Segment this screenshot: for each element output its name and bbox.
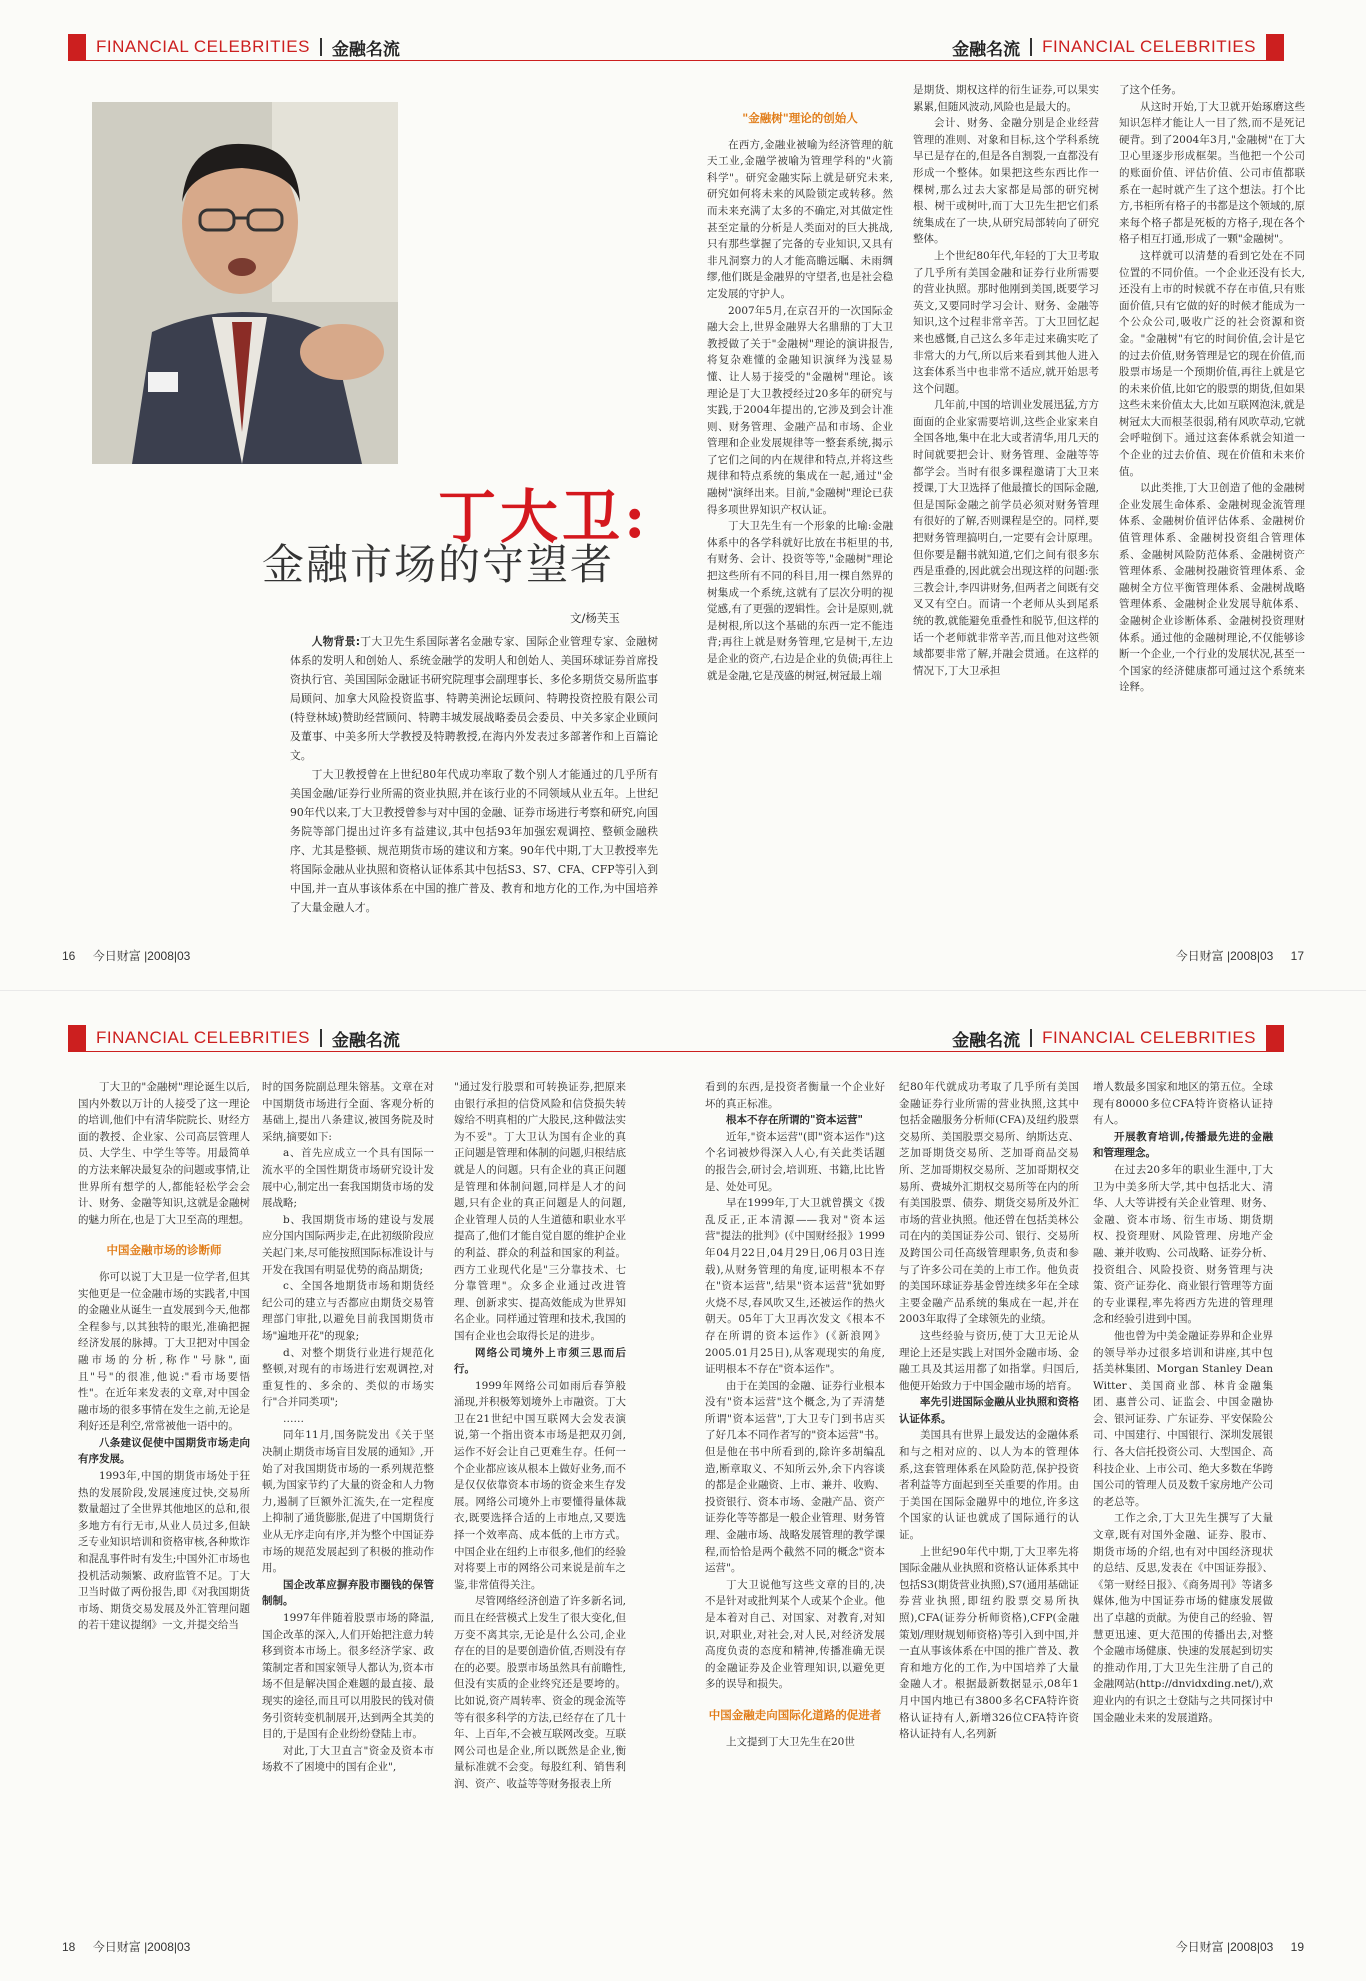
issue-number: |2008|03 [144, 949, 191, 963]
paragraph: 这样就可以清楚的看到它处在不同位置的不同价值。一个企业还没有长大,还没有上市的时候就不存在市值,只有账面价值,只有它做的好的时候才能成为一个公众公司,吸收广泛的社会资源和资金。"金融树"有它的时间价值,会计是它的过去价值,财务管理是它的现在价值,而股票市场是一个预期价值,再往上就是它的未来价值,比如它的股票的期货,但如果这些未来价值太大,比如互联网泡沫,就是树冠太大而根茎很弱,稍有风吹草动,它就会呼啦倒下。通过这套体系就会知道一个企业的过去价值、现在价值和未来价值。 [1119, 249, 1305, 478]
paragraph: 1997年伴随着股票市场的降温,国企改革的深入,人们开始把注意力转移到资本市场上。很多经济学家、政策制定者和国家领导人都认为,资本市场不但是解决国企难题的最直接、最现实的途径,而且可以用股民的钱对债务引资转变机制展开,达到两全其美的目的,于是国有企业纷纷登陆上市。 [262, 1612, 434, 1741]
header-divider [320, 1029, 322, 1047]
page-number: 19 [1290, 1940, 1304, 1954]
paragraph: 在过去20多年的职业生涯中,丁大卫为中美多所大学,其中包括北大、清华、人大等讲授有关企业管理、财务、金融、资本市场、衍生市场、期货期权、投资理财、风险管理、房地产金融、兼并收购、公司战略、证券分析、投资组合、风险投资、财务管理与决策、资产证券化、商业银行管理等方面的专业课程,率先将西方先进的管理理念和经验引进到中国。 [1093, 1163, 1273, 1326]
page-number: 17 [1290, 949, 1304, 963]
title-name: 丁大卫: [438, 483, 650, 551]
header-divider [320, 38, 322, 56]
subheading: 网络公司境外上市须三思而后行。 [454, 1346, 626, 1376]
subheading: 开展教育培训,传播最先进的金融和管理理念。 [1093, 1130, 1273, 1160]
paragraph: 你可以说丁大卫是一位学者,但其实他更是一位金融市场的实践者,中国的金融业从诞生一直发展到今天,他都全程参与,以其独特的眼光,准确把握经济发展的脉搏。丁大卫把对中国金融市场的分析,称作"号脉",面且"号"的很准,他说:"看市场要悟性"。在近年来发表的文章,对中国金融市场的很多事情在发生之前,无论是利好还是利空,常常被他一语中的。 [78, 1270, 250, 1433]
paragraph: 1993年,中国的期货市场处于狂热的发展阶段,发展速度过快,交易所数量超过了全世界其他地区的总和,很多地方有行无市,从业人员过多,但缺乏专业知识培训和资格审核,各种欺诈和混乱事件时有发生;中国外汇市场也投机活动频繁、政府监管不足。丁大卫当时做了两份报告,即《对我国期货市场、期货交易发展及外汇管理问题的若干建议提纲》一文,并提交给当 [78, 1470, 250, 1632]
header-cn: 金融名流 [952, 39, 1021, 60]
column-1 [705, 1079, 885, 1939]
paragraph: 看到的东西,是投资者衡量一个企业好坏的真正标准。 [705, 1081, 885, 1110]
portrait-photo [92, 102, 398, 464]
issue-number: |2008|03 [144, 1940, 191, 1954]
column-3 [454, 1079, 626, 1939]
issue-number: |2008|03 [1227, 1940, 1274, 1954]
paragraph: 工作之余,丁大卫先生撰写了大量文章,既有对国外金融、证券、股市、期货市场的介绍,也有对中国经济现状的总结、反思,发表在《中国证券报》、《第一财经日报》、《商务周刊》等诸多媒体,他为中国证券市场的健康发展做出了卓越的贡献。为使自己的经验、智慧更迅速、更大范围的传播出去,对整个金融市场健康、快速的发展起到切实的推动作用,丁大卫先生注册了自己的金融网站(http://dnvidxding.net/),欢迎业内的有识之士登陆与之共同探讨中国金融业未来的发展道路。 [1093, 1512, 1273, 1724]
paragraph: 从这时开始,丁大卫就开始琢磨这些知识怎样才能让人一目了然,而不是死记硬背。到了2004年3月,"金融树"在丁大卫心里逐步形成框架。当他把一个公司的账面价值、评估价值、公司市值都联系在一起时就产生了这个想法。打个比方,书柜所有格子的书都是这个领域的,原来每个格子都是死板的方格子,现在各个格子相互打通,形成了一颗"金融树"。 [1119, 100, 1305, 246]
issue-number: |2008|03 [1227, 949, 1274, 963]
paragraph: 了这个任务。 [1119, 84, 1182, 96]
paragraph: d、对整个期货行业进行规范化整顿,对现有的市场进行宏观调控,对重复性的、多余的、类似的市场实行"合并同类项"; [262, 1346, 434, 1409]
page-footer [48, 1938, 190, 1955]
header-en: FINANCIAL CELEBRITIES [96, 37, 310, 56]
page-19 [683, 991, 1366, 1981]
title-main: 金融市场的守望者 [262, 540, 615, 589]
header-divider [1030, 38, 1032, 56]
page-18 [0, 991, 683, 1981]
paragraph: 由于在美国的金融、证券行业根本没有"资本运营"这个概念,为了弄清楚所谓"资本运营",丁大卫专门到书店买了好几本不同作者写的"资本运营"书。但是他在书中所看到的,除许多胡编乱造,断章取义、不知所云外,余下内容谈的都是企业融资、上市、兼并、收购、投资银行、资本市场、金融产品、资产证券化等等都是一般企业管理、财务管理、金融市场、战略发展管理的教学课程,而恰恰是两个截然不同的概念"资本运营"。 [705, 1379, 885, 1575]
section-heading: 中国金融走向国际化道路的促进者 [708, 1707, 882, 1722]
magazine-name: 今日财富 [92, 1940, 141, 1954]
column-1 [707, 96, 893, 946]
header-divider [1030, 1029, 1032, 1047]
bg-label: 人物背景: [311, 635, 361, 648]
paragraph: 他也曾为中美金融证券界和企业界的领导举办过很多培训和讲座,其中包括美林集团、Morgan Stanley Dean Witter、美国商业部、林肯金融集团、惠普公司、证监会、中国金融协会、银河证券、广东证券、平安保险公司、中国建行、中国银行、深圳发展银行、各大信托投资公司、大型国企、高科技企业、上市公司、绝大多数在华跨国公司的管理人员及数千家房地产公司的老总等。 [1093, 1329, 1273, 1508]
section-heading: 中国金融市场的诊断师 [106, 1243, 222, 1258]
paragraph: 丁大卫说他写这些文章的目的,决不是针对或批判某个人或某个企业。他是本着对自己、对国家、对教育,对知识,对职业,对社会,对人民,对经济发展高度负责的态度和精神,传播准确无误的金融证券及企业管理知识,以避免更多的误导和损失。 [705, 1578, 885, 1691]
author-byline: 文/杨芙玉 [570, 611, 620, 625]
header-en: FINANCIAL CELEBRITIES [1042, 1028, 1256, 1047]
subheading: 率先引进国际金融从业执照和资格认证体系。 [899, 1396, 1079, 1425]
paragraph: 2007年5月,在京召开的一次国际金融大会上,世界金融界大名鼎鼎的丁大卫教授做了关于"金融树"理论的演讲报告,将复杂难懂的金融知识演绎为浅显易懂、让人易于接受的"金融树"理论。该理论是丁大卫教授经过20多年的研究与实践,于2004年提出的,它涉及到会计准则、财务管理、金融产品和市场、企业管理和企业发展规律等一整套系统,揭示了它们之间的内在规律和特点,并将这些规律和特点系统的集成在一起,通过"金融树"演绎出来。目前,"金融树"理论已获得多项世界知识产权认证。 [707, 304, 893, 516]
paragraph: 上世纪90年代中期,丁大卫率先将国际金融从业执照和资格认证体系其中包括S3(期货营业执照),S7(通用基础证券营业执照,即纽约股票交易所执照),CFA(证券分析师资格),CFP(金融策划/理财规划师资格)等引入到中国,并一直从事该体系在中国的推广普及、教育和地方化的工作,为中国培养了大量金融人才。根据最新数据显示,08年1月中国内地已有3800多名CFA特许资格认证持有人,新增326位CFA特许资格认证持有人,名列新 [899, 1545, 1079, 1741]
paragraph: 几年前,中国的培训业发展迅猛,方方面面的企业家需要培训,这些企业家来自全国各地,集中在北大或者清华,用几天的时间就要把会计、财务管理、金融等等都学会。当时有很多课程邀请丁大卫来授课,丁大卫选择了他最擅长的国际金融,但是国际金融之前学员必须对财务管理有很好的了解,否则课程是空的。同样,要把财务管理搞明白,一定要有会计原理。但你要是翻书就知道,它们之间有很多东西是重叠的,因此就会出现这样的问题:张三教会计,李四讲财务,但两者之间既有交叉又有空白。而请一个老师从头到尾系统的教,就能避免重叠性和脱节,但这样的话一个老师就非常辛苦,而且他对这些领域都要非常了解,并融会贯通。在这样的情况下,丁大卫承担 [913, 399, 1099, 677]
page-header [68, 1025, 683, 1052]
header-en: FINANCIAL CELEBRITIES [1042, 37, 1256, 56]
paragraph: 丁大卫先生有一个形象的比喻:金融体系中的各学科就好比放在书柜里的书,有财务、会计、投资等等,"金融树"理论把这些所有不同的科目,用一棵自然界的树集成一个系统,这就有了层次分明的视觉感,有了更强的逻辑性。会计是原则,就是树根,所以这个基础的东西一定不能违背;再往上就是财务管理,它是树干,左边是企业的资产,右边是企业的负债;再往上就是金融,它是茂盛的树冠,树冠最上端 [707, 520, 893, 682]
paragraph: …… [283, 1412, 304, 1425]
intro-para-1 [290, 632, 658, 765]
paragraph: 纪80年代就成功考取了几乎所有美国金融证券行业所需的营业执照,这其中包括金融服务分析师(CFA)及纽约股票交易所、美国股票交易所、纳斯达克、芝加哥期货交易所、芝加哥商品交易所、芝加哥期权交易所、芝加哥期权交易所、费城外汇期权交易所等在内的所有美国股票、债券、期货交易所及外汇市场的营业执照。他还曾在包括美林公司在内的美国证券公司、银行、交易所及跨国公司任高级管理职务,负责和参与了许多公司在美的上市工作。他负责的美国环球证券基金曾连续多年在全球主要金融产品系统的集成在一起,并在2003年取得了全球领先的业绩。 [899, 1081, 1079, 1326]
paragraph: b、我国期货市场的建设与发展应分国内国际两步走,在此初级阶段应关起门来,尽可能按照国际标准设计与开发在我国有明显优势的商品期货; [262, 1213, 434, 1276]
paragraph: 上文提到丁大卫先生在20世 [726, 1735, 855, 1748]
column-1 [78, 1079, 250, 1939]
page-number: 18 [62, 1940, 76, 1954]
paragraph: a、首先应成立一个具有国际一流水平的全国性期货市场研究设计发展中心,制定出一套我国期货市场的发展战略; [262, 1147, 434, 1210]
paragraph: 丁大卫的"金融树"理论诞生以后,国内外数以万计的人接受了这一理论的培训,他们中有清华院院长、财经方面的教授、企业家、公司高层管理人员、大学生、中学生等等。用最简单的方法来解决最复杂的问题或事情,让世界所有想学的人,都能轻松学会会计、财务、金融等知识,这就是金融树的魅力所在,也是丁大卫至高的理想。 [78, 1081, 250, 1226]
column-2 [899, 1079, 1079, 1939]
intro-para-2: 丁大卫教授曾在上世纪80年代成功率取了数个别人才能通过的几乎所有美国金融/证券行业所需的资业执照,并在该行业的不同领域从业五年。上世纪90年代以来,丁大卫教授曾参与对中国的金融、证券市场进行考察和研究,向国务院等部门提出过许多有益建议,其中包括93年加强宏观调控、整顿金融秩序、尤其是整顿、规范期货市场的建议和方案。90年代中期,丁大卫教授率先将国际金融从业执照和资格认证体系其中包括S3、S7、CFA、CFP等引入到中国,并一直从事该体系在中国的推广普及、教育和地方化的工作,为中国培养了大量金融人才。 [290, 768, 658, 914]
subheading: 根本不存在所谓的"资本运营" [726, 1114, 863, 1127]
header-en: FINANCIAL CELEBRITIES [96, 1028, 310, 1047]
page-16 [0, 0, 683, 990]
magazine-name: 今日财富 [92, 949, 141, 963]
paragraph: 以此类推,丁大卫创造了他的金融树企业发展生命体系、金融树现金流管理体系、金融树价值评估体系、金融树价值管理体系、金融树投资组合管理体系、金融树风险防范体系、金融树资产管理体系、金融树投融资管理体系、金融树全方位平衡管理体系、金融树战略管理体系、金融树企业发展导航体系、金融树企业诊断体系、金融树投资理财体系。通过他的金融树理论,不仅能够诊断一个企业,一个行业的发展状况,甚至一个国家的经济健康都可通过这个系统来诠释。 [1119, 482, 1305, 694]
page-footer [48, 947, 190, 964]
paragraph: 美国具有世界上最发达的金融体系和与之相对应的、以人为本的管理体系,这套管理体系在风险防范,保护投资者利益等方面起到至关重要的作用。由于美国在国际金融界中的地位,许多这个国家的认证也就成了国际通行的认证。 [899, 1429, 1079, 1542]
magazine-name: 今日财富 [1175, 949, 1224, 963]
page-header [68, 34, 683, 61]
page-footer [1176, 947, 1318, 964]
column-2 [913, 82, 1099, 946]
paragraph: 这些经验与资历,使丁大卫无论从理论上还是实践上对国外金融市场、金融工具及其运用都了如指掌。归国后,他便开始致力于中国金融市场的培育。 [899, 1329, 1079, 1392]
subheading: 国企改革应摒弃股市圈钱的保管制制。 [262, 1578, 434, 1608]
header-cn: 金融名流 [952, 1030, 1021, 1051]
paragraph: 是期货、期权这样的衍生证券,可以果实累累,但随风波动,风险也是最大的。 [913, 84, 1099, 113]
page-header [683, 34, 1284, 61]
page-17 [683, 0, 1366, 990]
paragraph: 早在1999年,丁大卫就曾撰文《拨乱反正,正本清源——我对"资本运营"提法的批判》(《中国财经报》1999年04月22日,04月29日,06月03日连载),从财务管理的角度,证明根本不存在"资本运营",结果"资本运营"犹如野火烧不尽,春风吹又生,还被运作的热火朝天。05年丁大卫再次发文《根本不存在所谓的资本运作》(《新浪网》2005.01月25日),从客观现实的角度,证明根本不存在"资本运作"。 [705, 1197, 885, 1376]
bg-text-1: 丁大卫先生系国际著名金融专家、国际企业管理专家、金融树体系的发明人和创始人、系统金融学的发明人和创始人、美国环球证券首席投资执行官、美国国际金融证书研究院理事会副理事长、多伦多期货交易所监事局顾问、加拿大风险投资监事、特聘美洲论坛顾问、特聘投资控股有限公司(特登林域)赞助经营顾问、特聘丰城发展战略委员会委员、中关多家企业顾问及董事、中美多所大学教授及特聘教授,在海内外发表过多部著作和上百篇论文。 [290, 635, 658, 762]
paragraph: 上个世纪80年代,年轻的丁大卫考取了几乎所有美国金融和证券行业所需要的营业执照。那时他刚到美国,既要学习英文,又要同时学习会计、财务、金融等知识,这个过程非常辛苦。丁大卫回忆起来也感慨,自己这么多年走过来确实吃了非常大的力气,所以后来看到其他人进入这套体系当中也非常不适应,就开始思考这个问题。 [913, 249, 1099, 395]
section-heading: "金融树"理论的创始人 [742, 111, 858, 125]
paragraph: 会计、财务、金融分别是企业经营管理的准则、对象和目标,这个学科系统早已是存在的,但是各自割裂,一直都没有形成一个整体。如果把这些东西比作一棵树,那么过去大家都是局部的研究树根、树干或树叶,而丁大卫先生把它们系统集成在了一块,从研究局部转向了研究整体。 [913, 117, 1099, 246]
page-header [683, 1025, 1284, 1052]
paragraph: 近年,"资本运营"(即"资本运作")这个名词被炒得深入人心,有关此类话题的报告会,研讨会,培训班、书籍,比比皆是、处处可见。 [705, 1130, 885, 1193]
paragraph: 尽管网络经济创造了许多新名词,而且在经营模式上发生了很大变化,但万变不离其宗,无论是什么公司,企业存在的目的是要创造价值,否则没有存在的必要。股票市场虽然具有前瞻性,但没有实质的企业终究还是要垮的。比如说,资产周转率、资金的现金流等等有很多科学的方法,已经存在了几十年、上百年,不会被互联网改变。互联网公司也是企业,所以既然是企业,衡量标准就不会变。每股红利、销售利润、资产、收益等等财务报表上所 [454, 1595, 626, 1790]
page-number: 16 [62, 949, 76, 963]
column-3 [1093, 1079, 1273, 1939]
page-footer [1176, 1938, 1318, 1955]
paragraph: c、全国各地期货市场和期货经纪公司的建立与否都应由期货交易管理部门审批,以避免目前我国期货市场"遍地开花"的现象; [262, 1280, 434, 1342]
paragraph: "通过发行股票和可转换证券,把原来由银行承担的信贷风险和信贷损失转嫁给不明真相的广大股民,这种做法实为不妥"。丁大卫认为国有企业的真正问题是管理和体制的问题,归根结底就是人的问题。只有企业的真正问题是管理和体制问题,同样是人才的问题,只有企业的真正问题是人的问题,企业管理人员的人生道德和职业水平提高了,他们才能自觉自愿的维护企业的利益、群众的利益和国家的利益。西方工业现代化是"三分靠技术、七分靠管理"。众多企业通过改进管理、创新求实、提高效能成为世界知名企业。同样通过管理和技术,我国的国有企业也会取得长足的进步。 [454, 1081, 626, 1342]
paragraph: 对此,丁大卫直言"资金及资本市场救不了困境中的国有企业", [262, 1744, 434, 1774]
subheading: 八条建议促使中国期货市场走向有序发展。 [78, 1436, 250, 1466]
paragraph: 在西方,金融业被喻为经济管理的航天工业,金融学被喻为管理学科的"火箭科学"。研究金融实际上就是研究未来,研究如何将未来的风险锁定或转移。然而未来充满了太多的不确定,对其做定性甚至定量的分析是人类面对的巨大挑战,只有那些掌握了完备的专业知识,又具有非凡洞察力的人才能高瞻远瞩、未雨绸缪,他们既是金融界的守望者,也是社会稳定发展的守护人。 [707, 138, 893, 300]
magazine-name: 今日财富 [1175, 1940, 1224, 1954]
column-2 [262, 1079, 434, 1939]
column-3 [1119, 82, 1305, 946]
header-cn: 金融名流 [331, 1030, 400, 1051]
paragraph: 1999年网络公司如雨后春笋般涌现,并积极筹划境外上市融资。丁大卫在21世纪中国互联网大会发表演说,第一个指出资本市场是把双刃剑,运作不好会让自己更难生存。任何一个企业都应该从根本上做好业务,而不是仅仅依靠资本市场的资金来生存发展。网络公司境外上市要懂得量体裁衣,既要选择合适的上市地点,又要选择一个效率高、成本低的上市方式。中国企业在纽约上市很多,他们的经验对将要上市的网络公司来说是前车之鉴,非常值得关注。 [454, 1379, 626, 1591]
paragraph: 同年11月,国务院发出《关于坚决制止期货市场盲目发展的通知》,开始了对我国期货市场的一系列规范整顿,为国家节约了大量的资金和人力物力,遏制了巨额外汇流失,在一定程度上抑制了通货膨胀,促进了中国期货行业从无序走向有序,并为整个中国证券市场的规范发展起到了积极的推动作用。 [262, 1429, 434, 1575]
intro-block [290, 632, 658, 917]
paragraph: 增人数最多国家和地区的第五位。全球现有80000多位CFA特许资格认证持有人。 [1093, 1081, 1273, 1127]
header-cn: 金融名流 [331, 39, 400, 60]
paragraph: 时的国务院副总理朱镕基。文章在对中国期货市场进行全面、客观分析的基础上,提出八条建议,被国务院及时采纳,摘要如下: [262, 1081, 434, 1143]
